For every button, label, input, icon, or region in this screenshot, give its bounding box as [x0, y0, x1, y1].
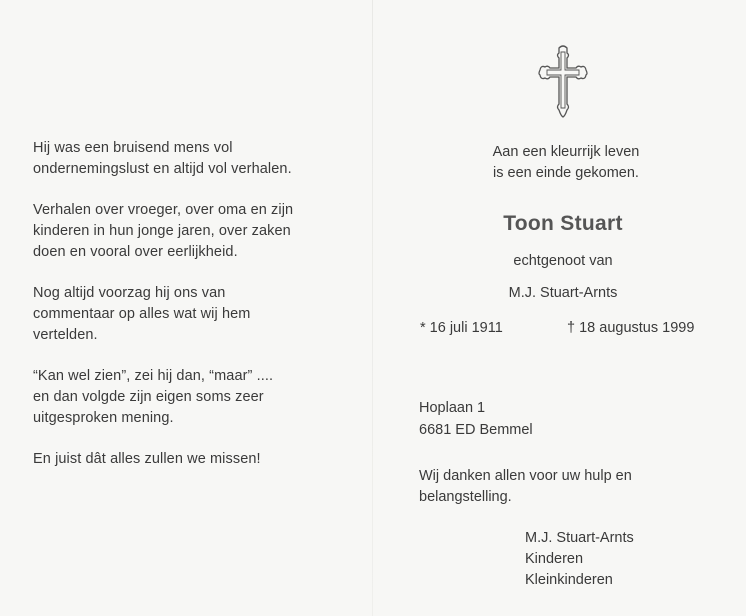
spouse-name: M.J. Stuart-Arnts — [508, 285, 618, 301]
intro-line: Aan een kleurrijk leven — [492, 144, 640, 160]
cross-icon — [537, 44, 589, 118]
text-line: ondernemingslust en altijd vol verhalen. — [33, 161, 292, 177]
signoff-line: Kinderen — [525, 551, 584, 567]
text-line: doen en vooral over eerlijkheid. — [33, 244, 238, 260]
tribute-paragraph-2 — [33, 200, 353, 263]
text-line: uitgesproken mening. — [33, 410, 174, 426]
signoff-block — [525, 528, 634, 591]
tribute-text — [33, 138, 353, 490]
address-block — [419, 397, 533, 441]
tribute-paragraph-5 — [33, 449, 353, 470]
tribute-paragraph-3 — [33, 283, 353, 346]
text-line: Hij was een bruisend mens vol — [33, 140, 233, 156]
signoff-line: M.J. Stuart-Arnts — [525, 530, 634, 546]
tribute-paragraph-1 — [33, 138, 353, 180]
thanks-text — [419, 466, 632, 508]
text-line: kinderen in hun jonge jaren, over zaken — [33, 223, 291, 239]
address-line: Hoplaan 1 — [419, 400, 486, 416]
deceased-name: Toon Stuart — [503, 212, 623, 235]
intro-text — [476, 142, 656, 184]
text-line: Nog altijd voorzag hij ons van — [33, 285, 226, 301]
spouse-label: echtgenoot van — [513, 253, 613, 269]
card-fold-line — [372, 0, 373, 616]
address-line: 6681 ED Bemmel — [419, 422, 533, 438]
text-line: en dan volgde zijn eigen soms zeer — [33, 389, 264, 405]
text-line: Verhalen over vroeger, over oma en zijn — [33, 202, 294, 218]
death-date: † 18 augustus 1999 — [567, 320, 695, 336]
text-line: “Kan wel zien”, zei hij dan, “maar” .... — [33, 368, 274, 384]
intro-line: is een einde gekomen. — [493, 165, 639, 181]
text-line: commentaar op alles wat wij hem — [33, 306, 251, 322]
text-line: vertelden. — [33, 327, 98, 343]
tribute-paragraph-4 — [33, 366, 353, 429]
thanks-line: belangstelling. — [419, 489, 512, 505]
birth-date: * 16 juli 1911 — [420, 320, 503, 336]
thanks-line: Wij danken allen voor uw hulp en — [419, 468, 632, 484]
signoff-line: Kleinkinderen — [525, 572, 613, 588]
text-line: En juist dât alles zullen we missen! — [33, 451, 261, 467]
